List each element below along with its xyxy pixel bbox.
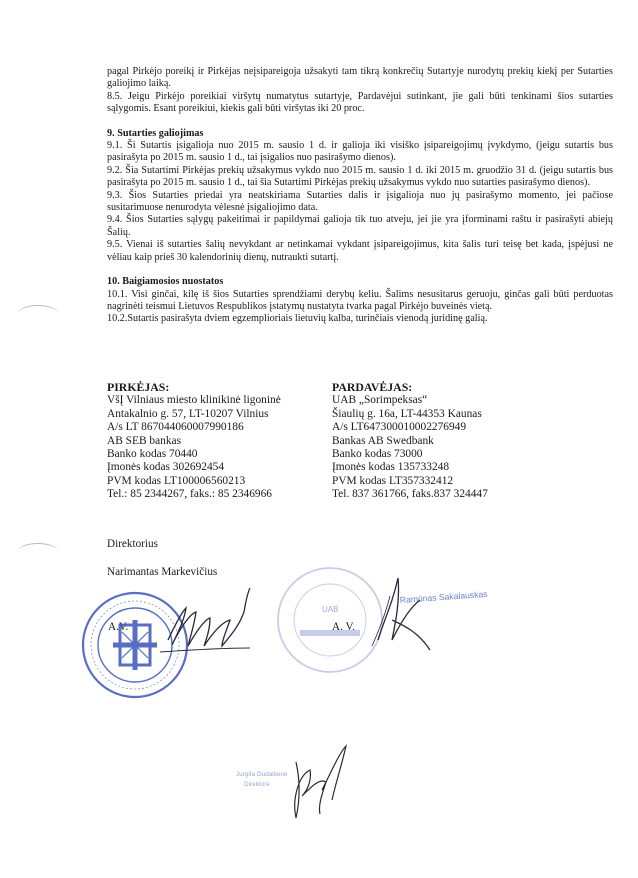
seller-name-stamp: Ramūnas Sakalauskas — [399, 588, 488, 605]
buyer-line: AB SEB bankas — [107, 434, 182, 447]
paragraph: 8.5. Jeigu Pirkėjo poreikiai viršytų numatytus sutartyje, Pardavėjui sutinkant, jie gali būti tenkinami šios sutarties sąlygomis. Esant poreikiui, kiekis gali būti viršytas iki 20 proc. — [107, 90, 613, 115]
paragraph: 10.2.Sutartis pasirašyta dviem egzemplioriais lietuvių kalba, turinčiais vienodą juridinę galią. — [107, 313, 488, 325]
buyer-line: A/s LT 867044060007990186 — [107, 421, 244, 434]
paragraph: 10.1. Visi ginčai, kilę iš šios Sutarties sprendžiami derybų keliu. Šalims nesusitarus geruoju, ginčas gali būti perduotas nagrinėti teismui Lietuvos Respublikos įstatymų nustatyta tvarka pagal Pirkėjo buveinės vietą. — [107, 288, 613, 312]
buyer-signature — [168, 588, 250, 646]
seller-line: Šiaulių g. 16a, LT-44353 Kaunas — [332, 407, 482, 420]
seller-signature — [378, 578, 430, 650]
paragraph: 9.5. Vienai iš sutarties šalių nevykdant ar netinkamai vykdant įsipareigojimus, kita šalis turi teisę bet kada, įspėjusi ne vėliau kaip prieš 30 kalendorinių dienų, nutraukti sutartį. — [107, 239, 613, 263]
paragraph: pagal Pirkėjo poreikį ir Pirkėjas neįsipareigoja užsakyti tam tikrą konkrečių Sutartyje nurodytų prekių kiekį per Sutarties galiojimo laiką. — [107, 66, 613, 90]
seller-line: Bankas AB Swedbank — [332, 434, 434, 447]
seller-seal-label: A. V. — [332, 621, 355, 633]
seller-line: UAB „Sorimpeksas“ — [332, 394, 428, 407]
signatory-name: Narimantas Markevičius — [107, 566, 218, 578]
buyer-line: Banko kodas 70440 — [107, 448, 198, 461]
buyer-line: Antakalnio g. 57, LT-10207 Vilnius — [107, 407, 269, 420]
seller-line: Banko kodas 73000 — [332, 448, 423, 461]
paragraph: 9.4. Šios Sutarties sąlygų pakeitimai ir papildymai galioja tik tuo atveju, jei jie yra įforminami raštu ir pasirašyti abiejų Šalių. — [107, 214, 613, 238]
buyer-line: PVM kodas LT100006560213 — [107, 474, 246, 487]
approval-signature — [295, 746, 346, 818]
section-heading: 10. Baigiamosios nuostatos — [107, 276, 224, 288]
seller-line: Tel. 837 361766, faks.837 324447 — [332, 488, 488, 501]
signatory-position: Direktorius — [107, 538, 158, 550]
bottom-role-stamp: Direktorė — [244, 781, 270, 788]
seller-round-seal — [278, 568, 382, 672]
section-heading: 9. Sutarties galiojimas — [107, 127, 204, 139]
seller-seal-text: UAB — [322, 605, 339, 614]
buyer-line: VšĮ Vilniaus miesto klinikinė ligoninė — [107, 394, 281, 407]
paragraph: 9.2. Šia Sutartimi Pirkėjas prekių užsakymus vykdo nuo 2015 m. sausio 1 d. iki 2015 m. gruodžio 31 d. (jeigu sutartis bus pasirašyta po 2015 m. sausio 1 d., tai šia Sutartimi Pirkėjas prekių užsakymus vykdo nuo sutarties pasirašymo dienos). — [107, 164, 613, 189]
bottom-name-stamp: Jurgita Dudaitienė — [236, 771, 288, 778]
paragraph: 9.1. Ši Sutartis įsigalioja nuo 2015 m. sausio 1 d. ir galioja iki visiško įsipareigojimų įvykdymo, (jeigu sutartis bus pasirašyta po 2015 m. sausio 1 d., tai įsigalios nuo pasirašymo dienos). — [107, 140, 613, 164]
buyer-title: PIRKĖJAS: — [107, 380, 170, 394]
seller-line: PVM kodas LT357332412 — [332, 474, 454, 487]
paragraph: 9.3. Šios Sutarties priedai yra neatskiriama Sutarties dalis ir įsigalioja nuo jų pasirašymo momento, jei pačiose susitarimuose nenurodyta vėlesnė įsigaliojimo data. — [107, 189, 613, 214]
buyer-line: Tel.: 85 2344267, faks.: 85 2346966 — [107, 488, 272, 501]
buyer-line: Įmonės kodas 302692454 — [107, 461, 225, 474]
seller-title: PARDAVĖJAS: — [332, 380, 413, 394]
seller-line: A/s LT647300010002276949 — [332, 421, 467, 434]
seller-line: Įmonės kodas 135733248 — [332, 461, 450, 474]
buyer-round-seal — [83, 593, 187, 697]
buyer-seal-label: A.V. — [108, 621, 129, 633]
